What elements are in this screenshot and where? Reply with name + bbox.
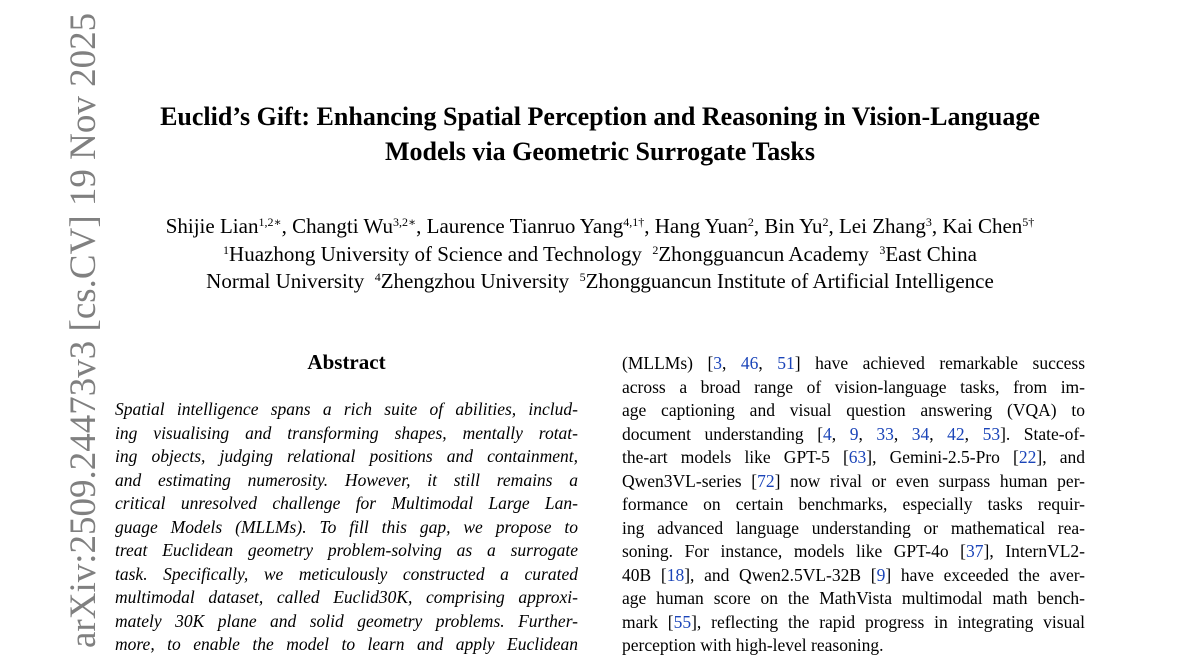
intro-line xyxy=(622,587,1085,610)
author-name: Lei Zhang xyxy=(838,214,926,238)
intro-line xyxy=(622,352,1085,375)
abstract-line: more, to enable the model to learn and apply Euclidean xyxy=(115,634,578,654)
intro-text: , xyxy=(929,423,948,444)
intro-text: formance on certain benchmarks, especially tasks requir- xyxy=(622,494,1085,514)
author-name: Shijie Lian xyxy=(165,214,259,238)
citation-link[interactable]: 33 xyxy=(876,423,894,444)
citation-link[interactable]: 9 xyxy=(849,423,859,444)
intro-text: age human score on the MathVista multimodal math bench- xyxy=(622,588,1085,608)
intro-text: document understanding [ xyxy=(622,423,824,444)
title-line-1: Euclid’s Gift: Enhancing Spatial Perception and Reasoning in Vision-Language xyxy=(160,102,1040,131)
intro-text: across a broad range of vision-language tasks, from im- xyxy=(622,376,1085,397)
intro-text: age captioning and visual question answering (VQA) to xyxy=(622,400,1085,420)
intro-line xyxy=(622,446,1085,469)
arxiv-stamp-clip xyxy=(24,12,104,648)
author-name: Laurence Tianruo Yang xyxy=(426,214,624,238)
author-affiliation-mark: 5† xyxy=(1022,215,1035,229)
affiliation-mark: 4 xyxy=(374,270,381,284)
title-line-2: Models via Geometric Surrogate Tasks xyxy=(385,137,815,166)
intro-text: , xyxy=(831,423,850,444)
intro-text: ], reflecting the rapid progress in integrating visual xyxy=(691,611,1085,632)
affiliation-mark: 5 xyxy=(579,270,586,284)
affiliation-name: East China xyxy=(885,242,977,266)
affiliation-name: Zhongguancun Institute of Artificial Intelligence xyxy=(585,269,994,293)
intro-text: , xyxy=(758,353,778,373)
affiliation-name: Normal University xyxy=(206,269,365,293)
intro-text: ], and Qwen2.5VL-32B [ xyxy=(684,564,877,585)
intro-text: mark [ xyxy=(622,611,674,632)
abstract-line: treat Euclidean geometry problem-solving as a surrogate xyxy=(115,540,578,560)
affiliation-line-1 xyxy=(60,241,1140,268)
author-affiliation-mark: 3 xyxy=(925,215,932,229)
intro-text: ], InternVL2- xyxy=(983,541,1085,561)
intro-text: 40B [ xyxy=(622,564,667,585)
intro-line xyxy=(622,399,1085,422)
intro-text: , xyxy=(722,353,741,373)
affiliation-mark: 1 xyxy=(223,243,230,257)
abstract-line: mately 30K plane and solid geometry problems. Further- xyxy=(115,610,578,631)
intro-text: ] have achieved remarkable success xyxy=(794,353,1086,373)
intro-text: ] now rival or even surpass human per- xyxy=(774,470,1085,491)
author-name: Kai Chen xyxy=(942,214,1023,238)
affiliation-name: Zhongguancun Academy xyxy=(658,242,869,266)
intro-line xyxy=(622,470,1085,493)
citation-link[interactable]: 3 xyxy=(713,353,723,373)
intro-text: ], and xyxy=(1036,447,1085,467)
citation-link[interactable]: 72 xyxy=(757,470,775,491)
abstract-line: multimodal dataset, called Euclid30K, comprising approxi- xyxy=(115,587,578,607)
intro-text: perception with high-level reasoning. xyxy=(622,635,884,655)
affiliation-mark: 3 xyxy=(879,243,886,257)
abstract-line: Spatial intelligence spans a rich suite of abilities, includ- xyxy=(115,399,578,419)
abstract-line: ing visualising and transforming shapes, mentally rotat- xyxy=(115,422,578,443)
abstract-line: and estimating numerosity. However, it still remains a xyxy=(115,469,578,490)
citation-link[interactable]: 46 xyxy=(740,353,759,373)
abstract-line: guage Models (MLLMs). To fill this gap, we propose to xyxy=(115,516,578,537)
author-affiliation-mark: 4,1† xyxy=(623,215,645,229)
intro-line xyxy=(622,634,1085,657)
citation-link[interactable]: 18 xyxy=(666,564,685,585)
intro-text: , xyxy=(858,423,877,444)
author-name: Bin Yu xyxy=(764,214,823,238)
author-name: Changti Wu xyxy=(292,214,393,238)
author-list: Shijie Lian$^{1,2∗}$, Changti $Wu^{3,2∗}$, Laurence Tianruo Yang$^{4,1\dagger}$, Hang Yuan$^2$, Bin Yu$^2$, Lei Zhang$^3$, Kai Chen$^{5\dagger}$ xyxy=(165,214,1035,238)
citation-link[interactable]: 55 xyxy=(673,611,692,632)
affiliation-line-2 xyxy=(60,268,1140,295)
intro-text: ing advanced language understanding or mathematical rea- xyxy=(622,517,1085,538)
abstract-line: task. Specifically, we meticulously constructed a curated xyxy=(115,563,578,584)
intro-line xyxy=(622,376,1085,399)
intro-text: ] have exceeded the aver- xyxy=(885,564,1086,585)
citation-link[interactable]: 37 xyxy=(966,541,984,561)
abstract-line: ing objects, judging relational positions and containment, xyxy=(115,446,578,466)
intro-text: , xyxy=(964,423,983,444)
intro-line xyxy=(622,564,1085,587)
citation-link[interactable]: 9 xyxy=(876,564,886,585)
affiliation-name: Huazhong University of Science and Technology xyxy=(229,242,642,266)
arxiv-stamp: arXiv:2509.24473v3 [cs.CV] 19 Nov 2025 xyxy=(63,12,104,648)
citation-link[interactable]: 34 xyxy=(911,423,930,444)
intro-text: , xyxy=(893,423,912,444)
citation-link[interactable]: 22 xyxy=(1018,447,1037,467)
intro-text: the-art models like GPT-5 [ xyxy=(622,447,849,467)
abstract-heading: Abstract xyxy=(307,350,386,374)
author-affiliation-mark: 3,2∗ xyxy=(392,215,417,229)
intro-text: (MLLMs) [ xyxy=(622,353,714,373)
author-name: Hang Yuan xyxy=(654,214,748,238)
intro-line xyxy=(622,517,1085,540)
author-affiliation-mark: 2 xyxy=(747,215,754,229)
author-affiliation-mark: 1,2∗ xyxy=(258,215,282,229)
author-affiliation-mark: 2 xyxy=(822,215,829,229)
intro-text: Qwen3VL-series [ xyxy=(622,470,758,491)
intro-line xyxy=(622,611,1085,634)
abstract-line: critical unresolved challenge for Multimodal Large Lan- xyxy=(115,493,578,513)
citation-link[interactable]: 4 xyxy=(823,423,832,444)
citation-link[interactable]: 63 xyxy=(848,447,867,467)
intro-line xyxy=(622,493,1085,516)
citation-link[interactable]: 51 xyxy=(777,353,795,373)
intro-text: ], Gemini-2.5-Pro [ xyxy=(866,447,1019,467)
affiliation-name: Zhengzhou University xyxy=(380,269,570,293)
citation-link[interactable]: 42 xyxy=(947,423,965,444)
intro-text: soning. For instance, models like GPT-4o [ xyxy=(622,541,966,561)
intro-line xyxy=(622,423,1085,446)
intro-line xyxy=(622,540,1085,563)
citation-link[interactable]: 53 xyxy=(982,423,1001,444)
affiliation-mark: 2 xyxy=(652,243,659,257)
intro-text: ]. State-of- xyxy=(1000,423,1086,444)
